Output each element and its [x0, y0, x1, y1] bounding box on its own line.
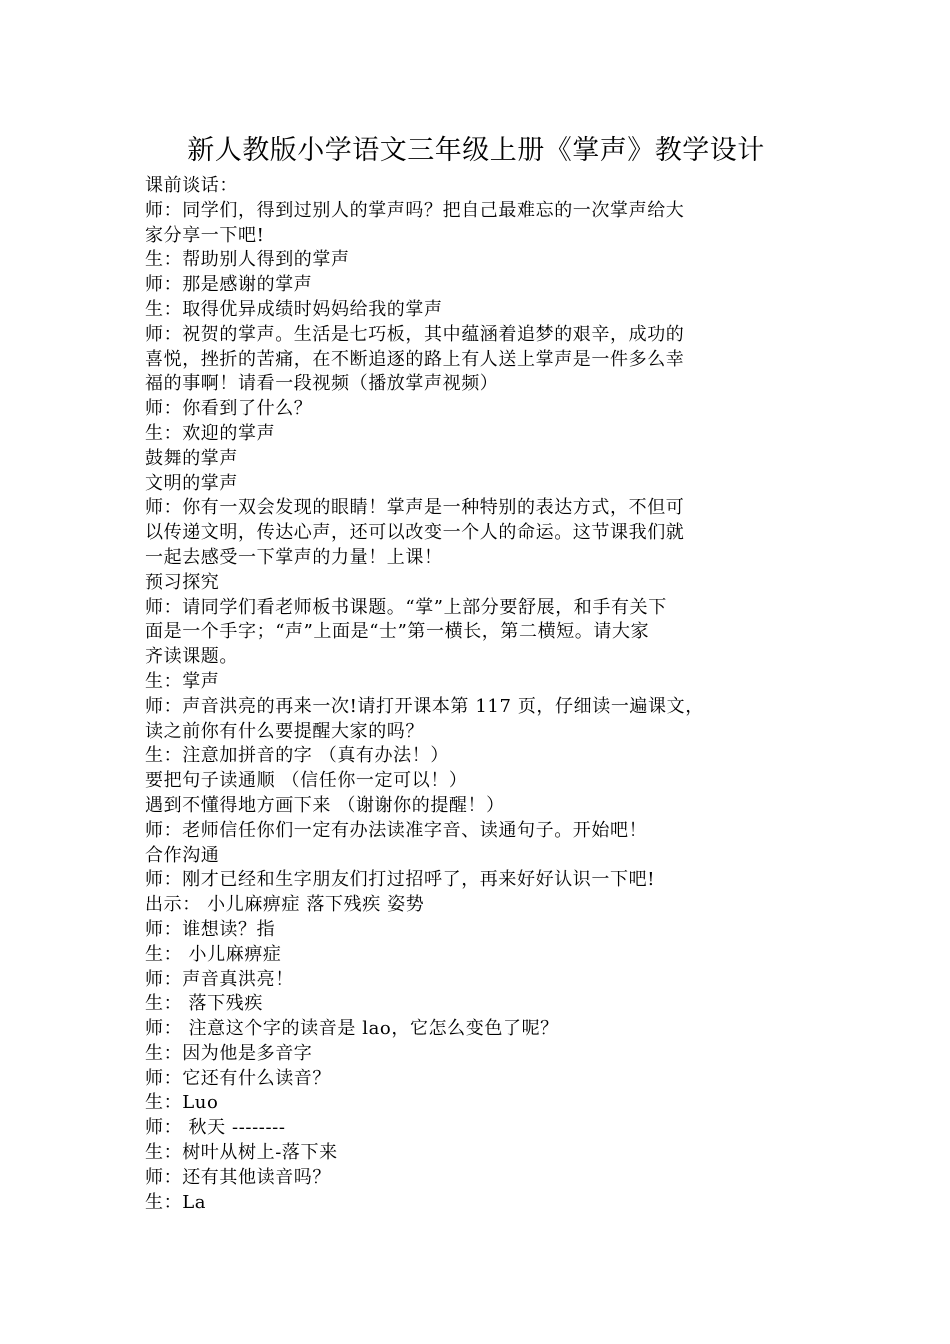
text-line: 遇到不懂得地方画下来 （谢谢你的提醒！） [145, 794, 505, 816]
text-line: 师：请同学们看老师板书课题。“掌”上部分要舒展，和手有关下 [145, 596, 667, 618]
text-line: 师：祝贺的掌声。生活是七巧板，其中蕴涵着追梦的艰辛，成功的 [145, 323, 685, 345]
text-line: 师：刚才已经和生字朋友们打过招呼了，再来好好认识一下吧! [145, 869, 656, 891]
text-line: 预习探究 [145, 571, 220, 593]
text-line: 生：注意加拼音的字 （真有办法！） [145, 745, 449, 767]
text-line: 师：谁想读？指 [145, 918, 276, 940]
text-line: 生：掌声 [145, 670, 220, 692]
text-line: 师：声音洪亮的再来一次!请打开课本第 117 页，仔细读一遍课文， [145, 695, 704, 717]
text-line: 生： 小儿麻痹症 [145, 943, 282, 965]
text-line: 要把句子读通顺 （信任你一定可以！） [145, 770, 468, 792]
text-line: 生：Luo [145, 1092, 219, 1114]
text-line: 文明的掌声 [145, 472, 238, 494]
text-line: 师：你看到了什么？ [145, 398, 313, 420]
text-line: 师： 秋天 -------- [145, 1117, 286, 1139]
text-line: 出示： 小儿麻痹症 落下残疾 姿势 [145, 894, 425, 916]
document-title: 新人教版小学语文三年级上册《掌声》教学设计 [187, 135, 765, 166]
text-line: 齐读课题。 [145, 646, 238, 668]
text-line: 生：帮助别人得到的掌声 [145, 249, 350, 271]
text-line: 师：老师信任你们一定有办法读准字音、读通句子。开始吧！ [145, 819, 648, 841]
text-line: 生：树叶从树上-落下来 [145, 1142, 338, 1164]
text-line: 面是一个手字；“声”上面是“士”第一横长，第二横短。请大家 [145, 621, 650, 643]
text-line: 师：声音真洪亮！ [145, 968, 294, 990]
text-line: 师： 注意这个字的读音是 lao，它怎么变色了呢？ [145, 1018, 559, 1040]
text-line: 师：你有一双会发现的眼睛！掌声是一种特别的表达方式，不但可 [145, 497, 685, 519]
text-line: 课前谈话： [145, 175, 238, 196]
text-line: 鼓舞的掌声 [145, 447, 238, 469]
text-line: 师：还有其他读音吗？ [145, 1166, 331, 1188]
document-page [145, 132, 807, 1215]
text-line: 师：它还有什么读音？ [145, 1067, 331, 1089]
text-line: 生：取得优异成绩时妈妈给我的掌声 [145, 298, 443, 320]
text-line: 合作沟通 [145, 844, 220, 866]
text-line: 家分享一下吧! [145, 224, 265, 246]
text-line: 生：欢迎的掌声 [145, 422, 276, 444]
text-line: 一起去感受一下掌声的力量！上课！ [145, 546, 443, 568]
text-line: 师：同学们，得到过别人的掌声吗？把自己最难忘的一次掌声给大 [145, 199, 685, 221]
text-line: 以传递文明，传达心声，还可以改变一个人的命运。这节课我们就 [145, 522, 685, 544]
text-line: 师：那是感谢的掌声 [145, 274, 313, 296]
text-line: 生： 落下残疾 [145, 993, 263, 1015]
document-body [145, 174, 807, 1215]
text-line: 生：La [145, 1191, 207, 1213]
text-line: 福的事啊！请看一段视频（播放掌声视频） [145, 373, 499, 395]
text-line: 读之前你有什么要提醒大家的吗？ [145, 720, 424, 742]
text-line: 生：因为他是多音字 [145, 1042, 313, 1064]
text-line: 喜悦，挫折的苦痛，在不断追逐的路上有人送上掌声是一件多么幸 [145, 348, 685, 370]
